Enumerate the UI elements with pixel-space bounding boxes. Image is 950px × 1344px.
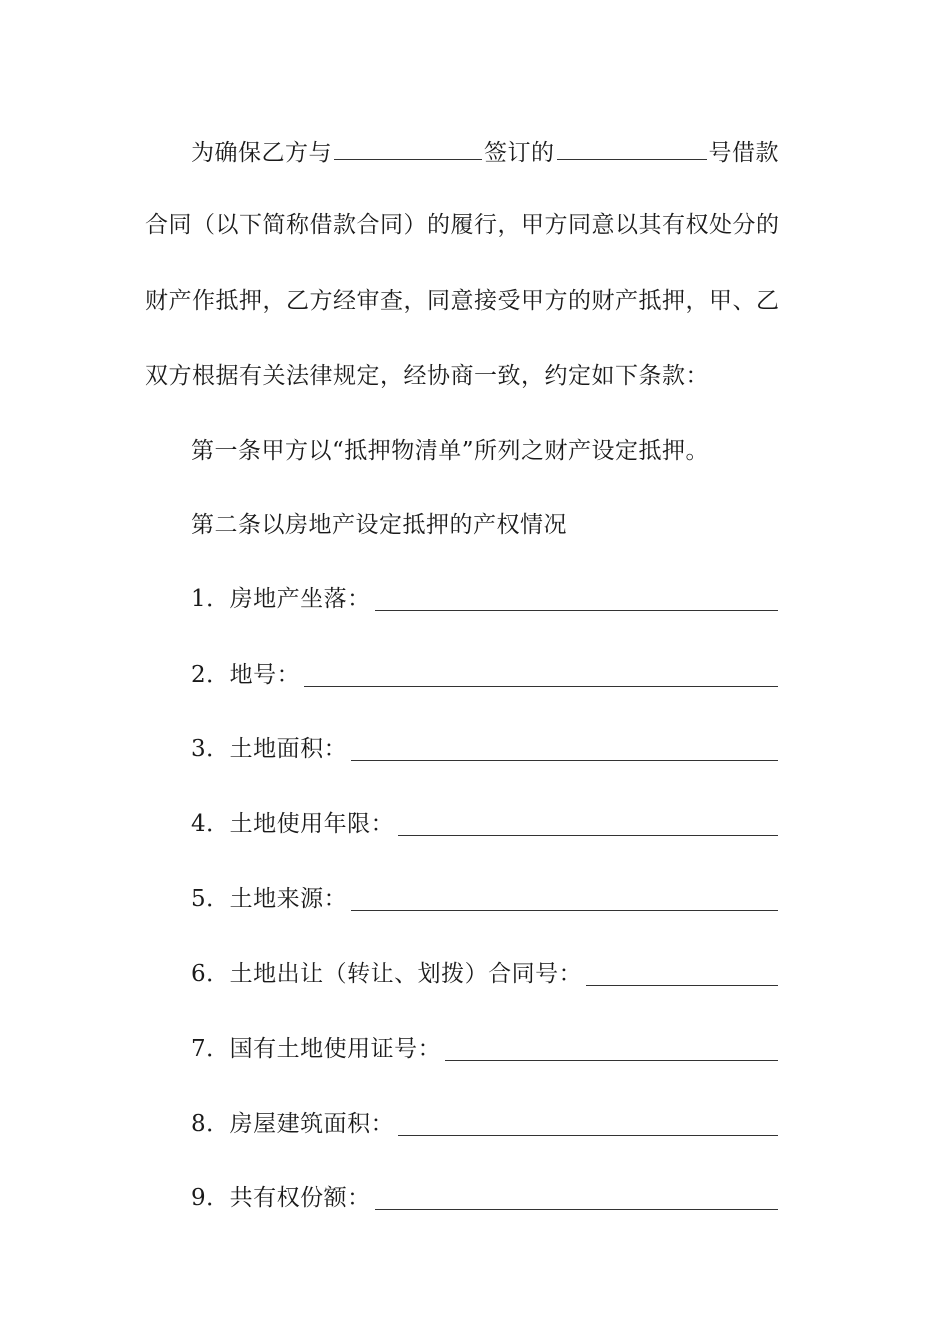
field-blank[interactable] <box>586 965 778 986</box>
field-land-source <box>191 884 778 914</box>
field-land-certificate-number <box>191 1034 778 1064</box>
field-blank[interactable] <box>351 740 778 761</box>
intro-line-2: 合同（以下简称借款合同）的履行，甲方同意以其有权处分的 <box>145 212 780 238</box>
field-blank[interactable] <box>375 1189 778 1210</box>
field-co-ownership-share <box>191 1183 778 1213</box>
field-label: 7．国有土地使用证号： <box>191 1036 442 1062</box>
field-label: 1．房地产坐落： <box>191 586 371 612</box>
field-blank[interactable] <box>375 590 778 611</box>
intro-line-3: 财产作抵押，乙方经审查，同意接受甲方的财产抵押，甲、乙 <box>145 288 780 314</box>
field-label: 4．土地使用年限： <box>191 811 395 837</box>
field-land-use-term <box>191 809 778 839</box>
intro-text-1: 为确保乙方与 <box>191 140 332 166</box>
intro-text-2: 签订的 <box>484 140 555 166</box>
article-1: 第一条甲方以“抵押物清单”所列之财产设定抵押。 <box>191 438 710 464</box>
field-label: 2．地号： <box>191 662 301 688</box>
field-blank[interactable] <box>398 1115 778 1136</box>
field-blank[interactable] <box>304 666 778 687</box>
intro-line-1 <box>191 137 805 168</box>
field-label: 6．土地出让（转让、划拨）合同号： <box>191 961 583 987</box>
article-2: 第二条以房地产设定抵押的产权情况 <box>191 512 567 538</box>
field-land-area <box>191 734 778 764</box>
field-blank[interactable] <box>445 1040 778 1061</box>
intro-text-3: 号借款 <box>708 140 779 166</box>
field-label: 5．土地来源： <box>191 886 348 912</box>
field-transfer-contract-number <box>191 959 778 989</box>
field-label: 3．土地面积： <box>191 736 348 762</box>
field-label: 9．共有权份额： <box>191 1185 371 1211</box>
blank-contract-number[interactable] <box>557 137 707 160</box>
field-lot-number <box>191 660 778 690</box>
field-property-location <box>191 584 778 614</box>
field-blank[interactable] <box>351 890 778 911</box>
field-building-area <box>191 1109 778 1139</box>
field-label: 8．房屋建筑面积： <box>191 1111 395 1137</box>
blank-party[interactable] <box>334 137 482 160</box>
intro-line-4: 双方根据有关法律规定，经协商一致，约定如下条款： <box>145 363 709 389</box>
field-blank[interactable] <box>398 815 778 836</box>
